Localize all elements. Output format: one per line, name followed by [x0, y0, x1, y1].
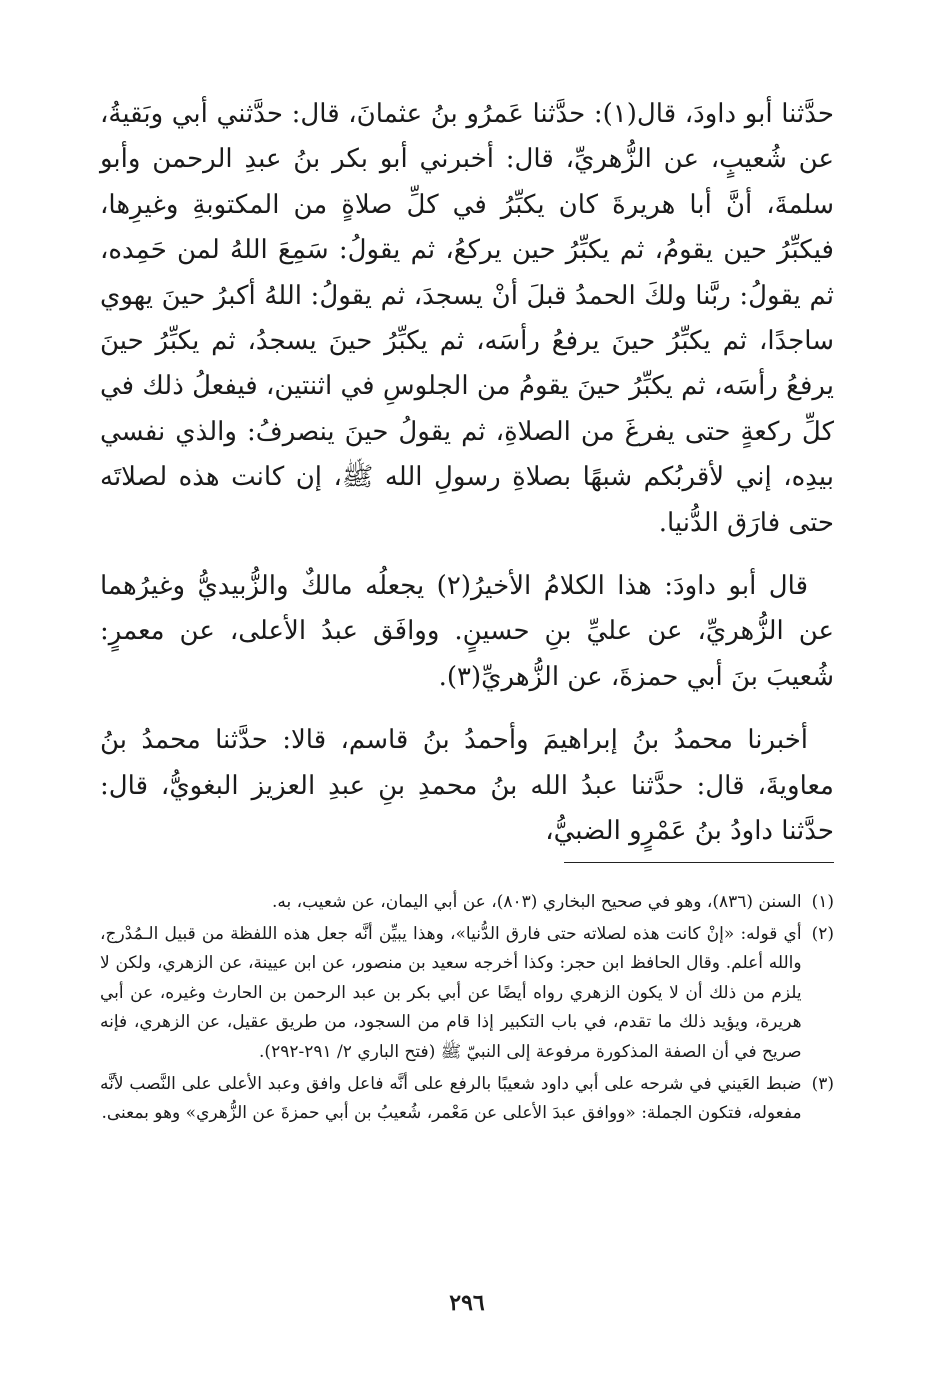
footnotes — [100, 888, 834, 1131]
paragraph-isnad: أخبرنا محمدُ بنُ إبراهيمَ وأحمدُ بنُ قاسم، قالا: حدَّثنا محمدُ بنُ معاويةَ، قال: حدَّثنا عبدُ الله بنُ محمدِ بنِ عبدِ العزيز البغويُّ، قال: حدَّثنا داودُ بنُ عَمْرٍو الضبيُّ، — [100, 725, 834, 847]
footnote-number: (١) — [811, 892, 834, 912]
footnote-text: السنن (٨٣٦)، وهو في صحيح البخاري (٨٠٣)، عن أبي اليمان، عن شعيب، به. — [271, 892, 802, 912]
main-text — [100, 92, 834, 855]
paragraph-abu-dawud-comment: قال أبو داودَ: هذا الكلامُ الأخيرُ(٢) يجعلُه مالكٌ والزُّبيديُّ وغيرُهما عن الزُّهريِّ، عن عليِّ بنِ حسينٍ. ووافَق عبدُ الأعلى، عن معمرٍ: شُعيبَ بنَ أبي حمزةَ، عن الزُّهريِّ(٣). — [100, 571, 834, 692]
footnote-separator — [564, 862, 834, 863]
footnote-number: (٣) — [811, 1073, 834, 1094]
footnote-3 — [100, 1070, 834, 1129]
footnote-2 — [100, 920, 834, 1068]
footnote-text: أي قوله: «إنْ كانت هذه لصلاته حتى فارق الدُّنيا»، وهذا يبيِّن أنَّه جعل هذه اللفظة من قبيل الـمُدْرج، والله أعلم. وقال الحافظ ابن حجر: وكذا أخرجه سعيد بن منصور، عن ابن عيينة، عن الزهري، ولكن لا يلزم من ذلك أن لا يكون الزهري رواه أيضًا عن أبي بكر بن عبد الرحمن بن الحارث وغيره، عن أبي هريرة، ويؤيد ذلك ما تقدم، في باب التكبير إذا قام من السجود، من طريق عقيل، عن الزهري، فإنه صريح في أن الصفة المذكورة مرفوعة إلى النبيّ ﷺ (فتح الباري ٢/ ٢٩١-٢٩٢). — [100, 923, 802, 1062]
footnote-number: (٢) — [811, 923, 834, 944]
paragraph-hadith: حدَّثنا أبو داودَ، قال(١): حدَّثنا عَمرُو بنُ عثمانَ، قال: حدَّثني أبي وبَقيةُ، عن شُعيبٍ، عن الزُّهريِّ، قال: أخبرني أبو بكر بنُ عبدِ الرحمن وأبو سلمةَ، أنَّ أبا هريرةَ كان يكبِّرُ في كلِّ صلاةٍ من المكتوبةِ وغيرِها، فيكبِّرُ حين يقومُ، ثم يكبِّرُ حين يركعُ، ثم يقولُ: سَمِعَ اللهُ لمن حَمِده، ثم يقولُ: ربَّنا ولكَ الحمدُ قبلَ أنْ يسجدَ، ثم يقولُ: اللهُ أكبرُ حينَ يهوي ساجدًا، ثم يكبِّرُ حينَ يرفعُ رأسَه، ثم يكبِّرُ حينَ يسجدُ، ثم يكبِّرُ حينَ يرفعُ رأسَه، ثم يكبِّرُ حينَ يقومُ من الجلوسِ في اثنتين، فيفعلُ ذلك في كلِّ ركعةٍ حتى يفرغَ من الصلاةِ، ثم يقولُ حينَ ينصرفُ: والذي نفسي بيدِه، إني لأقربُكم شبهًا بصلاةِ رسولِ الله ﷺ، إن كانت هذه لصلاتَه حتى فارَق الدُّنيا. — [100, 99, 834, 538]
page-number: ٢٩٦ — [449, 1290, 485, 1316]
footnote-text: ضبط العَيني في شرحه على أبي داود شعيبًا بالرفع على أنَّه فاعل وافق وعبد الأعلى على النَّصب لأنَّه مفعوله، فتكون الجملة: «ووافق عبدَ الأعلى عن مَعْمر، شُعيبُ بن أبي حمزةَ عن الزُّهري» وهو بمعنى. — [100, 1073, 802, 1124]
book-page — [100, 92, 834, 1354]
footnote-1 — [100, 888, 834, 918]
